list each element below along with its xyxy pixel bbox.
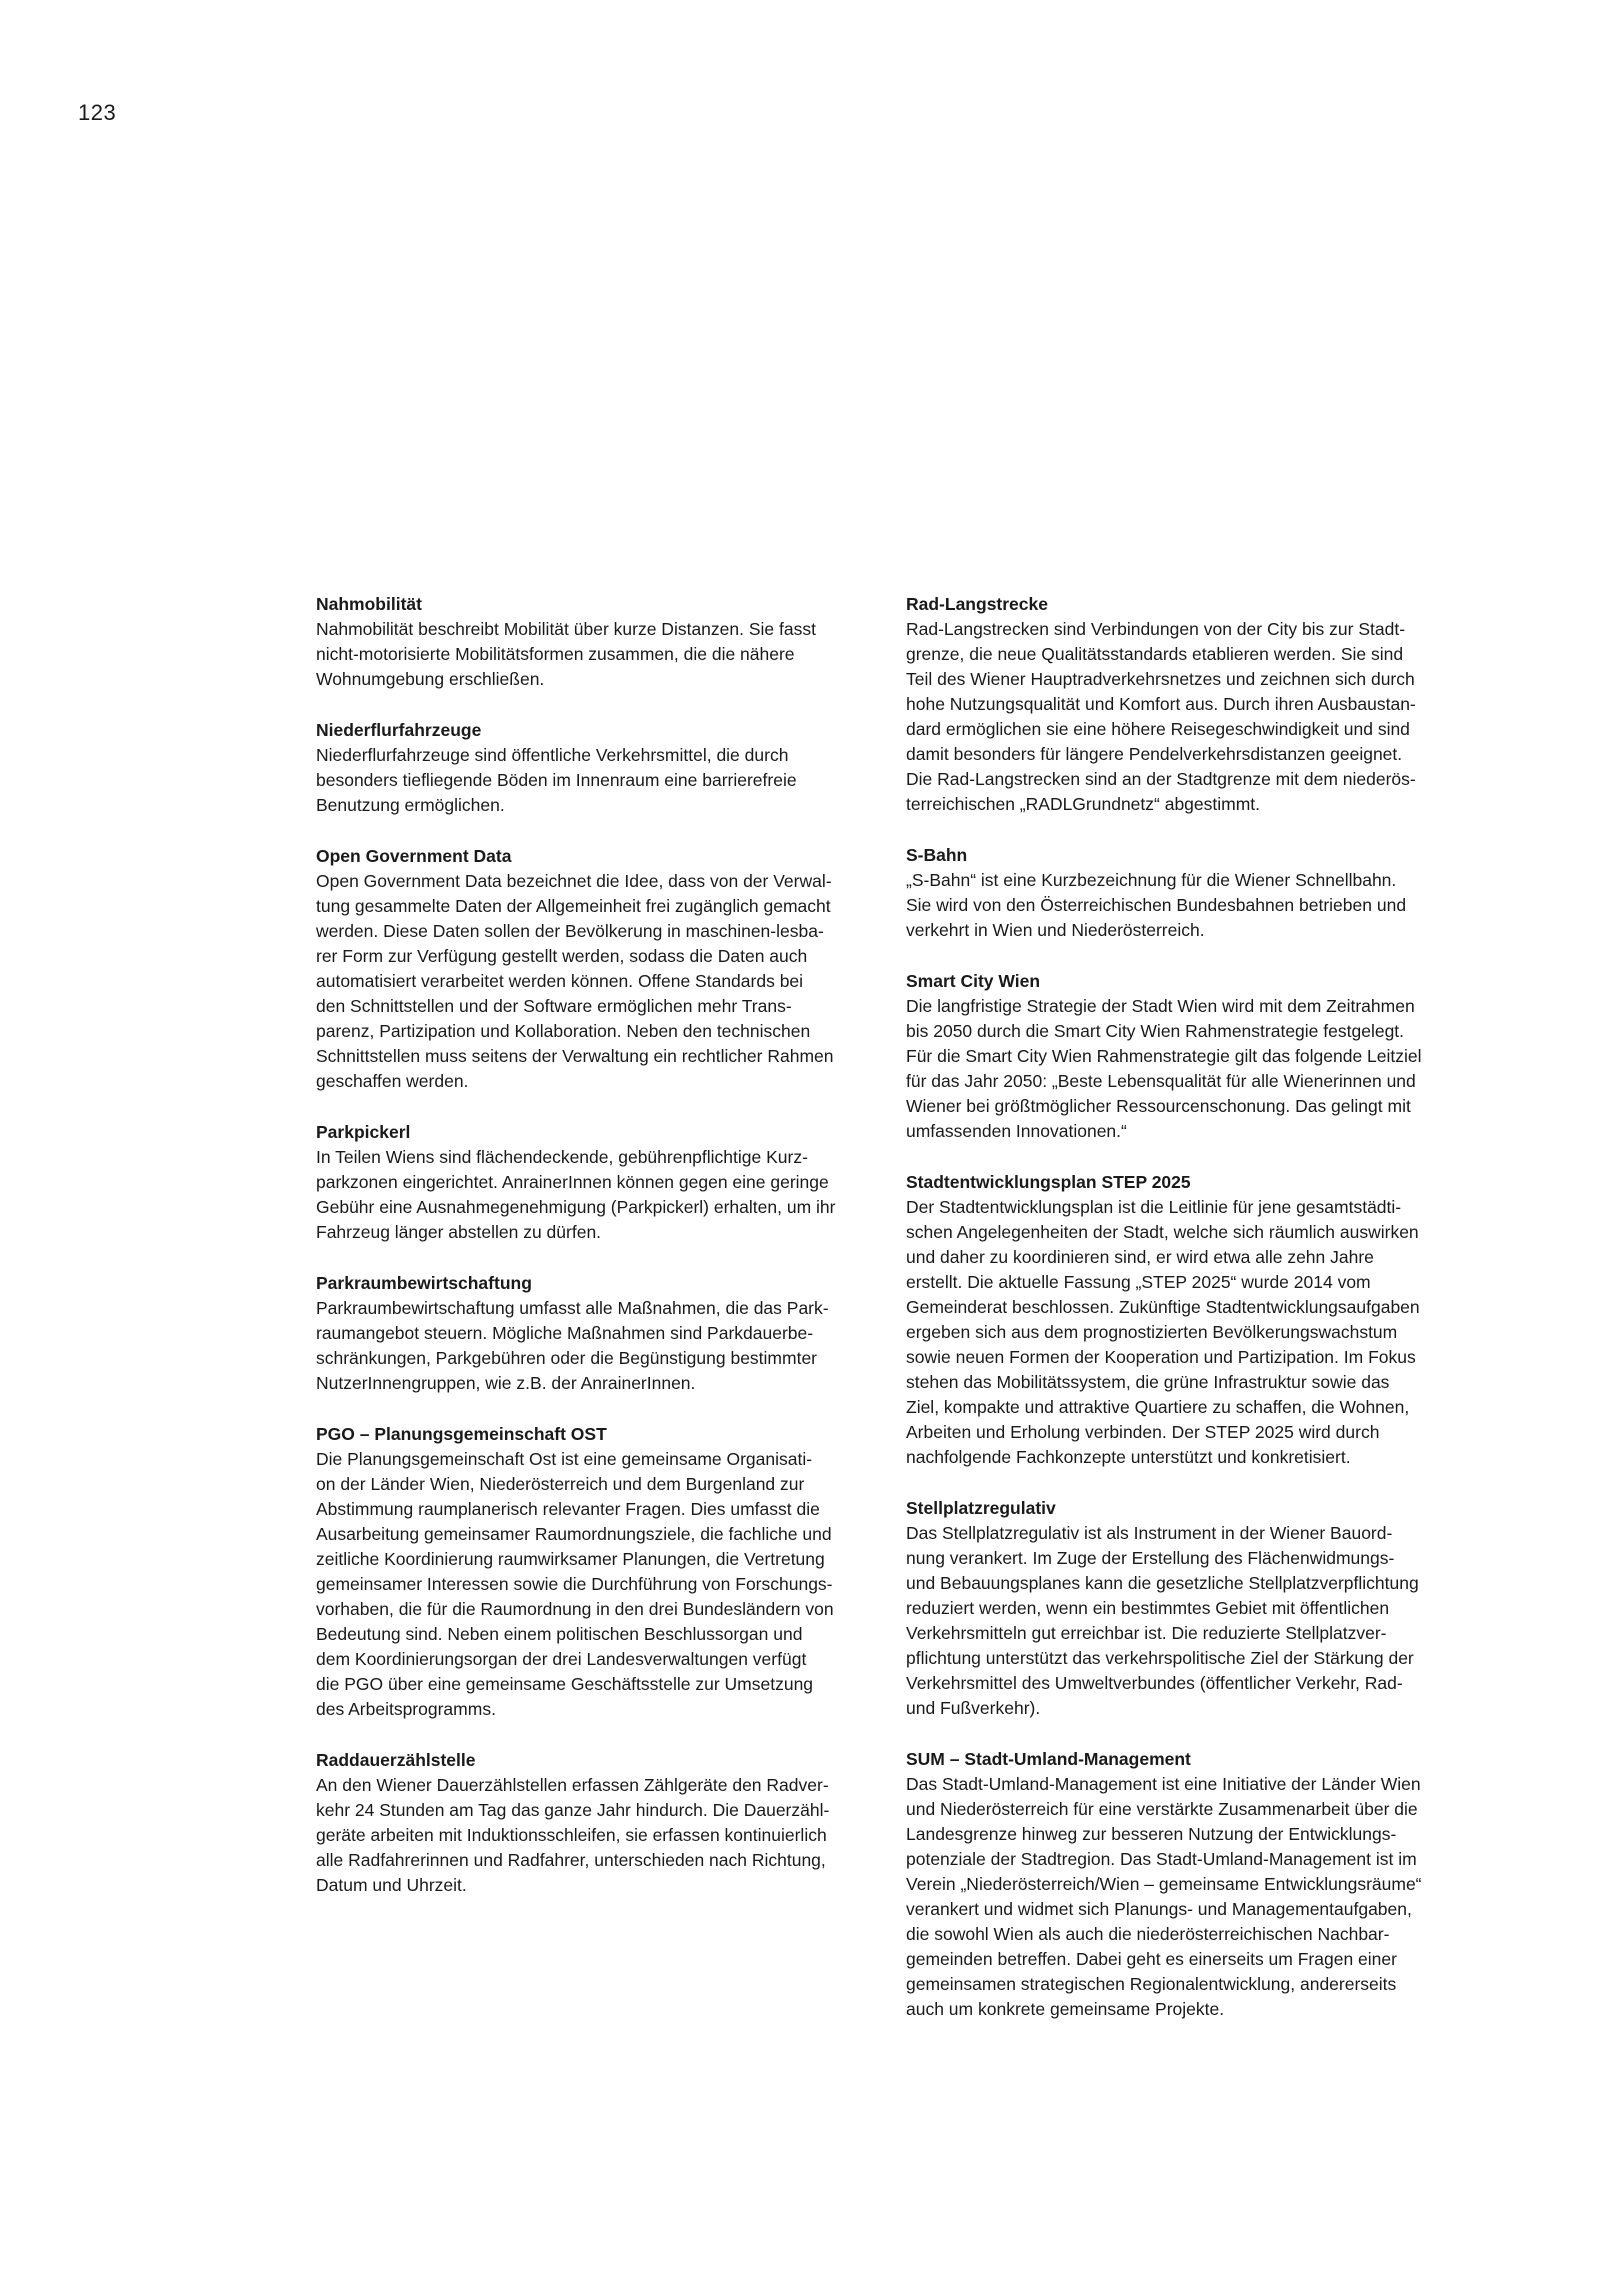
glossary-entry-sum-stadt-umland-management [906,1747,1466,2022]
glossary-term: PGO – Planungsgemeinschaft OST [316,1424,607,1444]
definition-line: geschaffen werden. [316,1071,469,1091]
glossary-definition [906,868,1466,943]
definition-line: An den Wiener Dauerzählstellen erfassen Zählgeräte den Radver- [316,1775,829,1795]
glossary-definition [316,617,876,692]
definition-line: Nahmobilität beschreibt Mobilität über kurze Distanzen. Sie fasst [316,619,816,639]
glossary-term: Stellplatzregulativ [906,1498,1056,1518]
glossary-term: Niederflurfahrzeuge [316,720,482,740]
glossary-entry-nahmobilitaet [316,592,876,692]
definition-line: Wohnumgebung erschließen. [316,669,545,689]
definition-line: terreichischen „RADLGrundnetz“ abgestimmt. [906,794,1261,814]
definition-line: „S-Bahn“ ist eine Kurzbezeichnung für die Wiener Schnellbahn. [906,870,1397,890]
glossary-term: Smart City Wien [906,971,1041,991]
definition-line: Arbeiten und Erholung verbinden. Der STEP 2025 wird durch [906,1422,1380,1442]
definition-line: Datum und Uhrzeit. [316,1875,467,1895]
definition-line: sowie neuen Formen der Kooperation und Partizipation. Im Fokus [906,1347,1416,1367]
glossary-definition [316,869,876,1094]
definition-line: Niederflurfahrzeuge sind öffentliche Verkehrsmittel, die durch [316,745,789,765]
definition-line: verankert und widmet sich Planungs- und Managementaufgaben, [906,1899,1412,1919]
definition-line: verkehrt in Wien und Niederösterreich. [906,920,1205,940]
definition-line: kehr 24 Stunden am Tag das ganze Jahr hindurch. Die Dauerzähl- [316,1800,830,1820]
definition-line: nachfolgende Fachkonzepte unterstützt und konkretisiert. [906,1447,1351,1467]
definition-line: schränkungen, Parkgebühren oder die Begünstigung bestimmter [316,1348,818,1368]
definition-line: alle Radfahrerinnen und Radfahrer, unterschieden nach Richtung, [316,1850,826,1870]
glossary-entry-parkraumbewirtschaftung [316,1271,876,1396]
definition-line: stehen das Mobilitätssystem, die grüne Infrastruktur sowie das [906,1372,1390,1392]
definition-line: Gemeinderat beschlossen. Zukünftige Stadtentwicklungsaufgaben [906,1297,1420,1317]
definition-line: vorhaben, die für die Raumordnung in den drei Bundesländern von [316,1599,834,1619]
glossary-entry-s-bahn [906,843,1466,943]
glossary-entry-raddauerzaehlstelle [316,1748,876,1898]
definition-line: Abstimmung raumplanerisch relevanter Fragen. Dies umfasst die [316,1499,820,1519]
definition-line: Der Stadtentwicklungsplan ist die Leitlinie für jene gesamtstädti- [906,1197,1402,1217]
glossary-entry-parkpickerl [316,1120,876,1245]
definition-line: Parkraumbewirtschaftung umfasst alle Maßnahmen, die das Park- [316,1298,829,1318]
definition-line: dem Koordinierungsorgan der drei Landesverwaltungen verfügt [316,1649,807,1669]
definition-line: schen Angelegenheiten der Stadt, welche sich räumlich auswirken [906,1222,1419,1242]
glossary-entry-stellplatzregulativ [906,1496,1466,1721]
glossary-definition [906,1521,1466,1721]
definition-line: Das Stellplatzregulativ ist als Instrument in der Wiener Bauord- [906,1523,1393,1543]
definition-line: Gebühr eine Ausnahmegenehmigung (Parkpickerl) erhalten, um ihr [316,1197,836,1217]
definition-line: nung verankert. Im Zuge der Erstellung des Flächenwidmungs- [906,1548,1395,1568]
definition-line: Für die Smart City Wien Rahmenstrategie gilt das folgende Leitziel [906,1046,1422,1066]
definition-line: Wiener bei größtmöglicher Ressourcenschonung. Das gelingt mit [906,1096,1411,1116]
definition-line: ergeben sich aus dem prognostizierten Bevölkerungswachstum [906,1322,1398,1342]
definition-line: raumangebot steuern. Mögliche Maßnahmen sind Parkdauerbe- [316,1323,814,1343]
definition-line: parenz, Partizipation und Kollaboration. Neben den technischen [316,1021,811,1041]
definition-line: gemeinsamer Interessen sowie die Durchführung von Forschungs- [316,1574,833,1594]
definition-line: rer Form zur Verfügung gestellt werden, sodass die Daten auch [316,946,808,966]
definition-line: pflichtung unterstützt das verkehrspolitische Ziel der Stärkung der [906,1648,1414,1668]
definition-line: den Schnittstellen und der Software ermöglichen mehr Trans- [316,996,792,1016]
glossary-column-right [906,592,1466,2048]
definition-line: gemeinsamen strategischen Regionalentwicklung, andererseits [906,1974,1397,1994]
definition-line: dard ermöglichen sie eine höhere Reisegeschwindigkeit und sind [906,719,1410,739]
glossary-definition [906,1772,1466,2022]
glossary-definition [906,1195,1466,1470]
definition-line: Teil des Wiener Hauptradverkehrsnetzes und zeichnen sich durch [906,669,1415,689]
glossary-entry-niederflurfahrzeuge [316,718,876,818]
glossary-definition [906,617,1466,817]
glossary-definition [316,1447,876,1722]
glossary-term: SUM – Stadt-Umland-Management [906,1749,1191,1769]
definition-line: erstellt. Die aktuelle Fassung „STEP 2025“ wurde 2014 vom [906,1272,1371,1292]
definition-line: grenze, die neue Qualitätsstandards etablieren werden. Sie sind [906,644,1404,664]
glossary-entry-rad-langstrecke [906,592,1466,817]
glossary-term: Rad-Langstrecke [906,594,1048,614]
glossary-definition [316,1145,876,1245]
definition-line: tung gesammelte Daten der Allgemeinheit frei zugänglich gemacht [316,896,831,916]
glossary-term: Nahmobilität [316,594,422,614]
glossary-definition [316,1773,876,1898]
definition-line: Schnittstellen muss seitens der Verwaltung ein rechtlicher Rahmen [316,1046,834,1066]
definition-line: Verein „Niederösterreich/Wien – gemeinsame Entwicklungsräume“ [906,1874,1422,1894]
glossary-term: S-Bahn [906,845,968,865]
glossary-entry-stadtentwicklungsplan-step-2025 [906,1170,1466,1470]
definition-line: potenziale der Stadtregion. Das Stadt-Umland-Management ist im [906,1849,1417,1869]
glossary-definition [906,994,1466,1144]
definition-line: zeitliche Koordinierung raumwirksamer Planungen, die Vertretung [316,1549,825,1569]
glossary-entry-open-government-data [316,844,876,1094]
definition-line: und Niederösterreich für eine verstärkte Zusammenarbeit über die [906,1799,1418,1819]
definition-line: und daher zu koordinieren sind, er wird etwa alle zehn Jahre [906,1247,1374,1267]
definition-line: geräte arbeiten mit Induktionsschleifen, sie erfassen kontinuierlich [316,1825,827,1845]
definition-line: besonders tiefliegende Böden im Innenraum eine barrierefreie [316,770,797,790]
glossary-entry-pgo-planungsgemeinschaft-ost [316,1422,876,1722]
definition-line: für das Jahr 2050: „Beste Lebensqualität für alle Wienerinnen und [906,1071,1416,1091]
definition-line: hohe Nutzungsqualität und Komfort aus. Durch ihren Ausbaustan- [906,694,1416,714]
definition-line: bis 2050 durch die Smart City Wien Rahmenstrategie festgelegt. [906,1021,1405,1041]
definition-line: Fahrzeug länger abstellen zu dürfen. [316,1222,602,1242]
definition-line: on der Länder Wien, Niederösterreich und dem Burgenland zur [316,1474,805,1494]
definition-line: damit besonders für längere Pendelverkehrsdistanzen geeignet. [906,744,1403,764]
definition-line: gemeinden betreffen. Dabei geht es einerseits um Fragen einer [906,1949,1397,1969]
definition-line: NutzerInnengruppen, wie z.B. der AnrainerInnen. [316,1373,696,1393]
definition-line: und Fußverkehr). [906,1698,1041,1718]
glossary-term: Raddauerzählstelle [316,1750,476,1770]
definition-line: die PGO über eine gemeinsame Geschäftsstelle zur Umsetzung [316,1674,814,1694]
glossary-term: Parkpickerl [316,1122,411,1142]
definition-line: auch um konkrete gemeinsame Projekte. [906,1999,1225,2019]
definition-line: nicht-motorisierte Mobilitätsformen zusammen, die die nähere [316,644,795,664]
glossary-entry-smart-city-wien [906,969,1466,1144]
page-number: 123 [78,100,117,125]
definition-line: und Bebauungsplanes kann die gesetzliche Stellplatzverpflichtung [906,1573,1419,1593]
definition-line: Sie wird von den Österreichischen Bundesbahnen betrieben und [906,895,1407,915]
definition-line: Bedeutung sind. Neben einem politischen Beschlussorgan und [316,1624,803,1644]
glossary-definition [316,1296,876,1396]
glossary-term: Stadtentwicklungsplan STEP 2025 [906,1172,1191,1192]
definition-line: parkzonen eingerichtet. AnrainerInnen können gegen eine geringe [316,1172,829,1192]
glossary-definition [316,743,876,818]
definition-line: Benutzung ermöglichen. [316,795,505,815]
glossary-term: Parkraumbewirtschaftung [316,1273,532,1293]
definition-line: Die Rad-Langstrecken sind an der Stadtgrenze mit dem niederös- [906,769,1416,789]
definition-line: Verkehrsmitteln gut erreichbar ist. Die reduzierte Stellplatzver- [906,1623,1387,1643]
definition-line: Open Government Data bezeichnet die Idee, dass von der Verwal- [316,871,832,891]
definition-line: Die langfristige Strategie der Stadt Wien wird mit dem Zeitrahmen [906,996,1415,1016]
definition-line: reduziert werden, wenn ein bestimmtes Gebiet mit öffentlichen [906,1598,1390,1618]
definition-line: umfassenden Innovationen.“ [906,1121,1127,1141]
definition-line: Das Stadt-Umland-Management ist eine Initiative der Länder Wien [906,1774,1421,1794]
definition-line: werden. Diese Daten sollen der Bevölkerung in maschinen-lesba- [316,921,824,941]
definition-line: Ausarbeitung gemeinsamer Raumordnungsziele, die fachliche und [316,1524,832,1544]
definition-line: automatisiert verarbeitet werden können. Offene Standards bei [316,971,804,991]
definition-line: Ziel, kompakte und attraktive Quartiere zu schaffen, die Wohnen, [906,1397,1410,1417]
definition-line: In Teilen Wiens sind flächendeckende, gebührenpflichtige Kurz- [316,1147,808,1167]
definition-line: des Arbeitsprogramms. [316,1699,496,1719]
definition-line: Landesgrenze hinweg zur besseren Nutzung der Entwicklungs- [906,1824,1397,1844]
definition-line: Verkehrsmittel des Umweltverbundes (öffentlicher Verkehr, Rad- [906,1673,1403,1693]
definition-line: Rad-Langstrecken sind Verbindungen von der City bis zur Stadt- [906,619,1406,639]
definition-line: Die Planungsgemeinschaft Ost ist eine gemeinsame Organisati- [316,1449,813,1469]
glossary-column-left [316,592,876,1924]
definition-line: die sowohl Wien als auch die niederösterreichischen Nachbar- [906,1924,1390,1944]
glossary-term: Open Government Data [316,846,512,866]
